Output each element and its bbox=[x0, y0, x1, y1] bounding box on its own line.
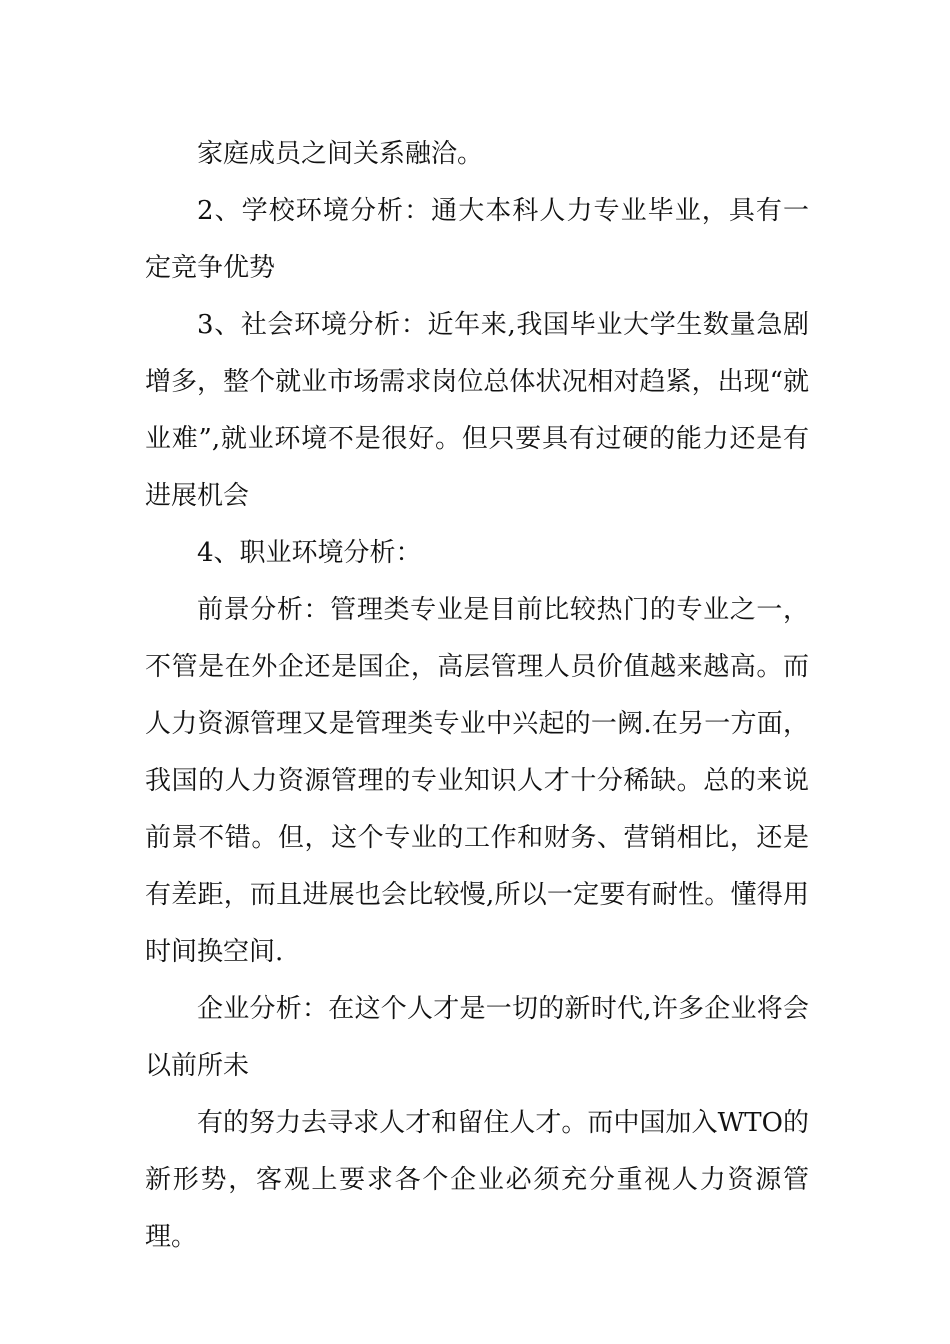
paragraph-school-environment: 2、学校环境分析：通大本科人力专业毕业，具有一定竞争优势 bbox=[145, 196, 809, 283]
paragraph-enterprise-analysis: 企业分析：在这个人才是一切的新时代,许多企业将会以前所未 bbox=[145, 994, 809, 1081]
paragraph-social-environment: 3、社会环境分析：近年来,我国毕业大学生数量急剧增多，整个就业市场需求岗位总体状况相对趋紧，出现“就业难”,就业环境不是很好。但只要具有过硬的能力还是有进展机会 bbox=[145, 310, 809, 511]
paragraph-enterprise-analysis-continued: 有的努力去寻求人才和留住人才。而中国加入WTO的新形势，客观上要求各个企业必须充分重视人力资源管理。 bbox=[145, 1108, 809, 1252]
paragraph-family: 家庭成员之间关系融洽。 bbox=[197, 139, 484, 169]
document-page bbox=[145, 126, 809, 1266]
paragraph-prospect-analysis: 前景分析：管理类专业是目前比较热门的专业之一，不管是在外企还是国企，高层管理人员价值越来越高。而人力资源管理又是管理类专业中兴起的一阙.在另一方面，我国的人力资源管理的专业知识人才十分稀缺。总的来说前景不错。但，这个专业的工作和财务、营销相比，还是有差距，而且进展也会比较慢,所以一定要有耐性。懂得用时间换空间. bbox=[145, 595, 809, 967]
paragraph-career-environment-heading: 4、职业环境分析： bbox=[197, 538, 422, 568]
